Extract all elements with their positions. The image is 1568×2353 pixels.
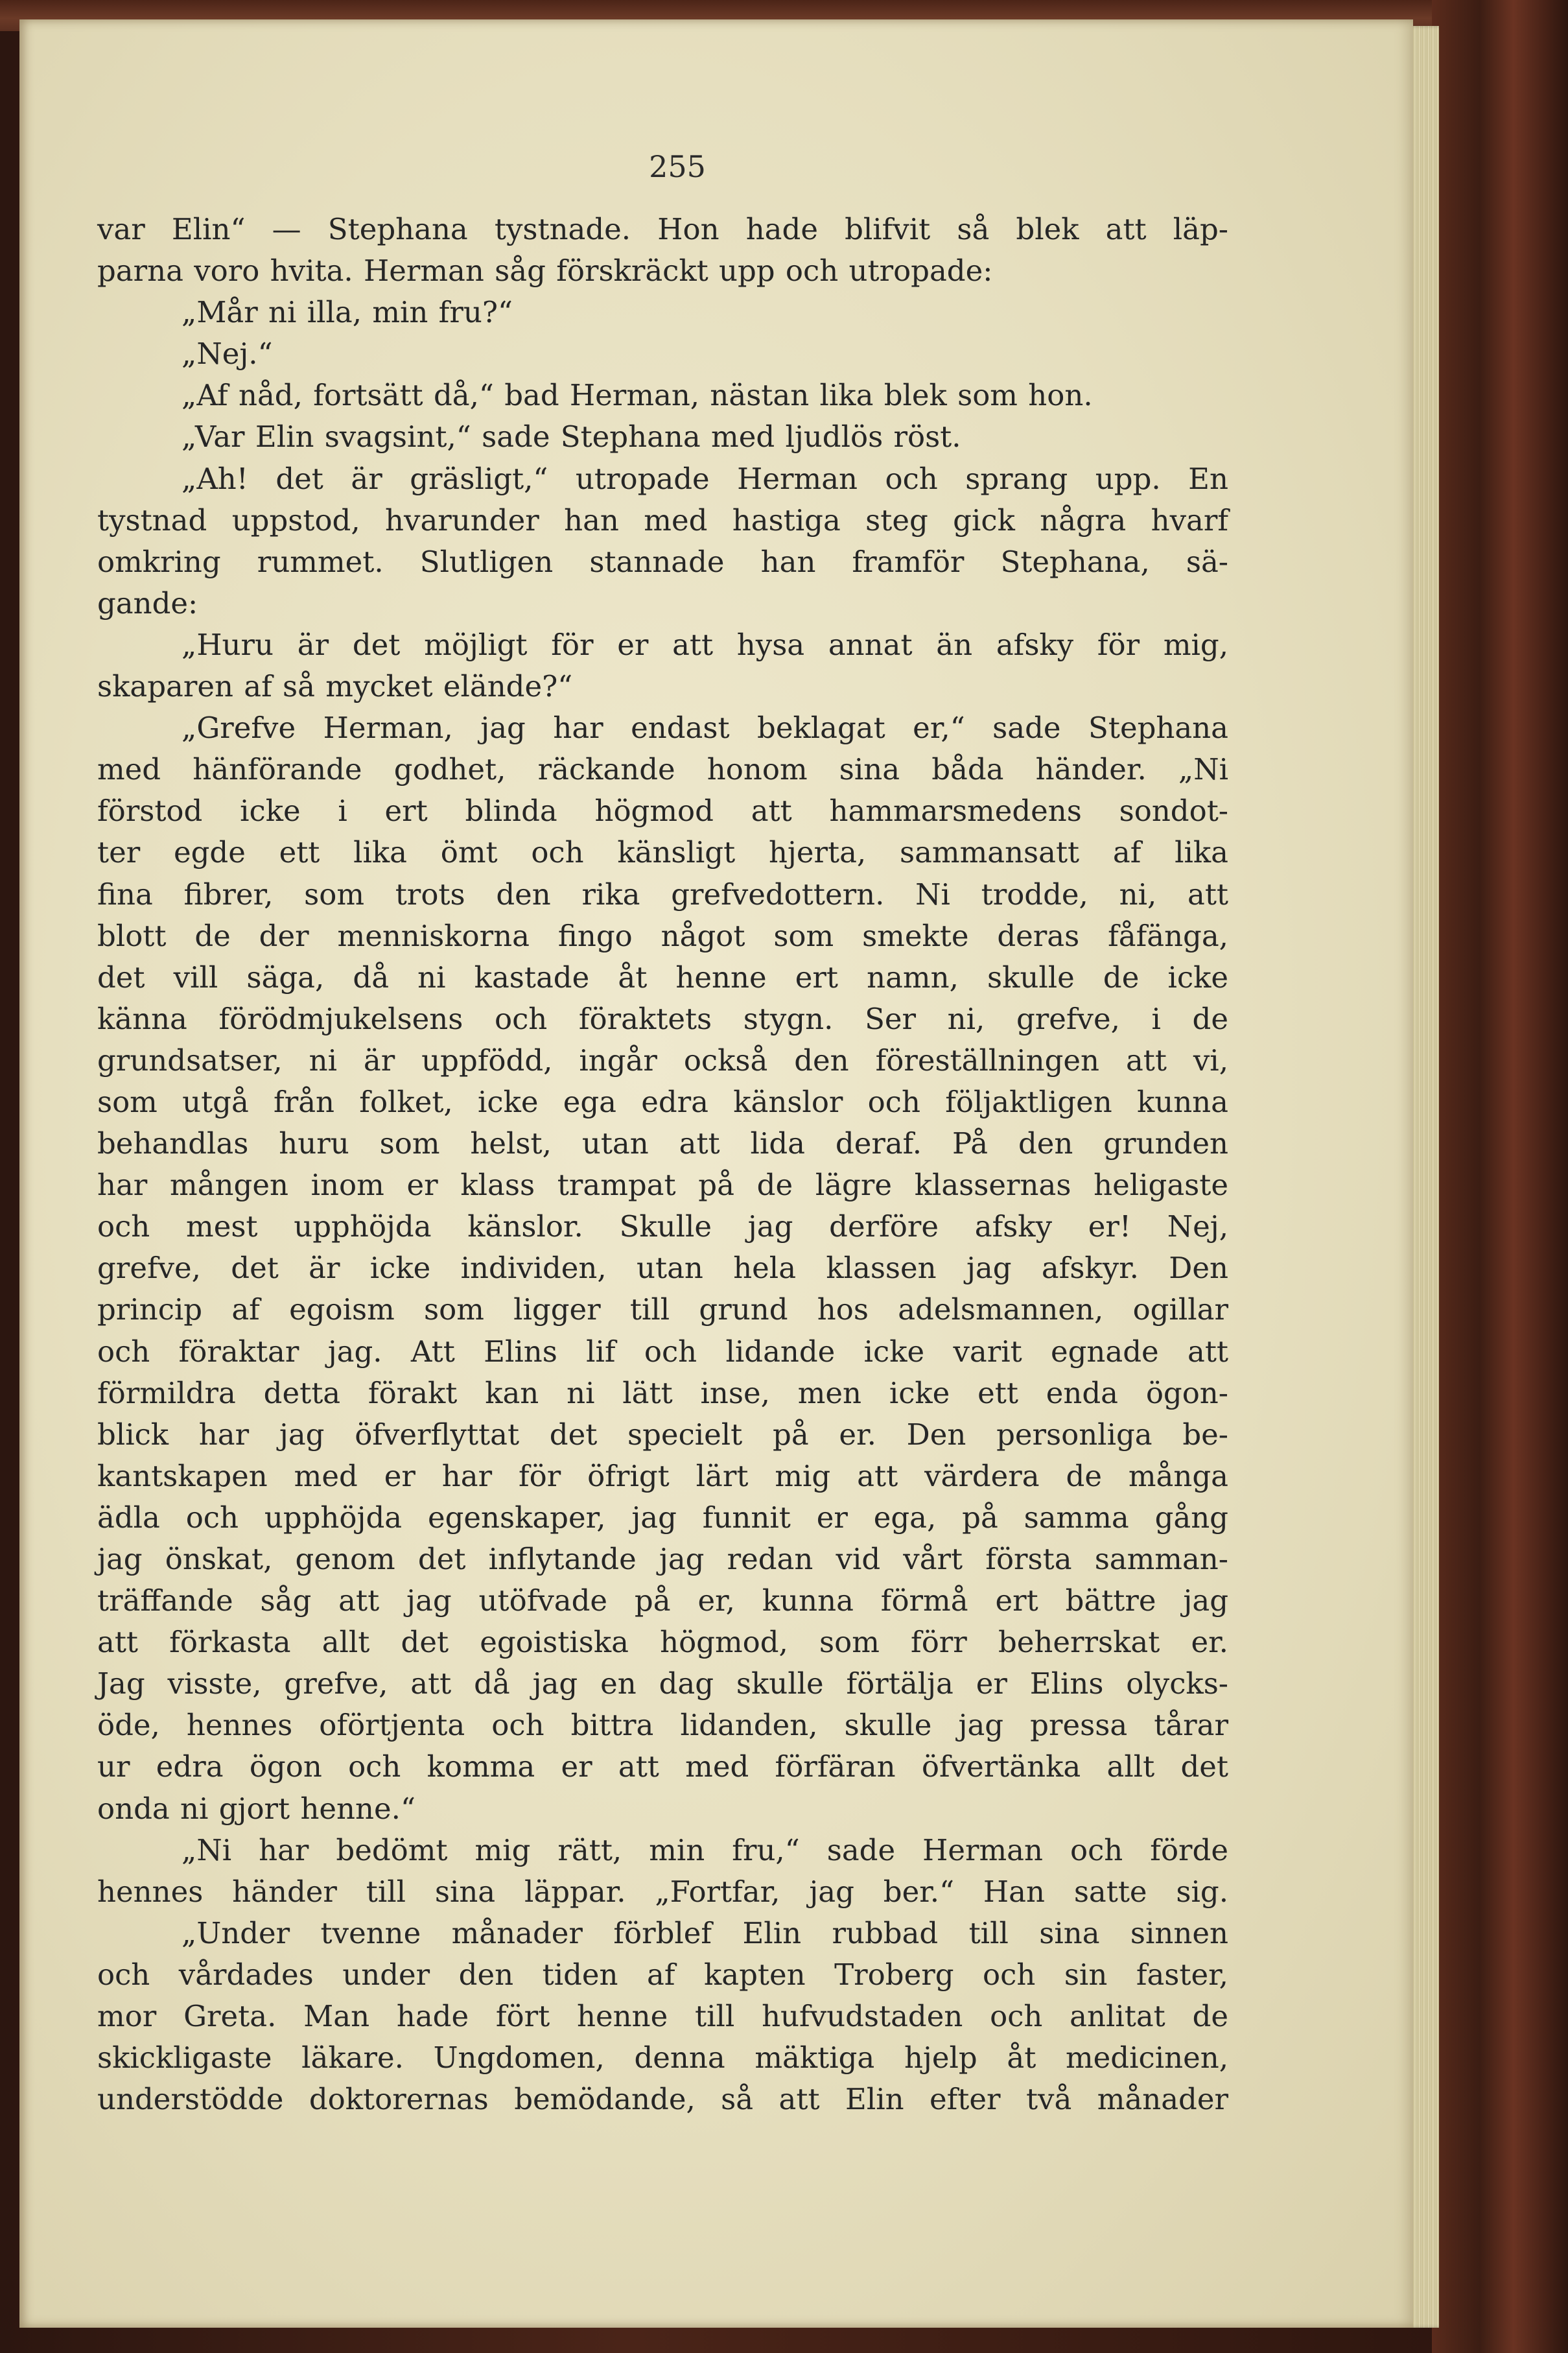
text-line: tystnad uppstod, hvarunder han med hastiga steg gick några hvarf — [97, 503, 1228, 538]
text-line: ädla och upphöjda egenskaper, jag funnit er ega, på samma gång — [97, 1500, 1228, 1535]
text-line: grundsatser, ni är uppfödd, ingår också den föreställningen att vi, — [97, 1043, 1228, 1078]
cover-right-edge — [1432, 0, 1568, 2353]
text-line: att förkasta allt det egoistiska högmod, som förr beherrskat er. — [97, 1625, 1228, 1660]
text-line: „Under tvenne månader förblef Elin rubbad till sina sinnen — [181, 1915, 1228, 1950]
body-text — [97, 209, 1228, 2120]
text-line: grefve, det är icke individen, utan hela klassen jag afskyr. Den — [97, 1251, 1228, 1286]
text-line: ur edra ögon och komma er att med förfäran öfvertänka allt det — [97, 1749, 1228, 1784]
text-line: gande: — [97, 585, 198, 621]
text-line: Jag visste, grefve, att då jag en dag skulle förtälja er Elins olycks- — [97, 1666, 1228, 1701]
text-line: förstod icke i ert blinda högmod att hammarsmedens sondot- — [97, 794, 1228, 829]
page-number: 255 — [649, 149, 706, 184]
text-line: „Huru är det möjligt för er att hysa annat än afsky för mig, — [181, 627, 1228, 662]
text-line: „Mår ni illa, min fru?“ — [181, 295, 513, 330]
text-line: som utgå från folket, icke ega edra känslor och följaktligen kunna — [97, 1084, 1228, 1119]
text-line: fina fibrer, som trots den rika grefvedottern. Ni trodde, ni, att — [97, 877, 1228, 912]
text-line: skickligaste läkare. Ungdomen, denna mäktiga hjelp åt medicinen, — [97, 2040, 1228, 2075]
text-line: „Grefve Herman, jag har endast beklagat er,“ sade Stephana — [181, 711, 1228, 746]
text-line: förmildra detta förakt kan ni lätt inse, men icke ett enda ögon- — [97, 1375, 1228, 1410]
text-line: blick har jag öfverflyttat det specielt på er. Den personliga be- — [97, 1417, 1228, 1452]
text-line: och vårdades under den tiden af kapten Troberg och sin faster, — [97, 1957, 1228, 1992]
text-line: mor Greta. Man hade fört henne till hufvudstaden och anlitat de — [97, 1999, 1228, 2034]
text-line: onda ni gjort henne.“ — [97, 1791, 415, 1826]
text-line: och föraktar jag. Att Elins lif och lidande icke varit egnade att — [97, 1334, 1228, 1369]
text-line: ter egde ett lika ömt och känsligt hjerta, sammansatt af lika — [97, 835, 1228, 870]
text-line: kantskapen med er har för öfrigt lärt mig att värdera de många — [97, 1458, 1228, 1493]
text-line: var Elin“ — Stephana tystnade. Hon hade blifvit så blek att läp- — [97, 212, 1228, 246]
text-line: blott de der menniskorna fingo något som smekte deras fåfänga, — [97, 918, 1228, 953]
text-line: hennes händer till sina läppar. „Fortfar, jag ber.“ Han satte sig. — [97, 1874, 1228, 1909]
text-line: skaparen af så mycket elände?“ — [97, 669, 573, 704]
text-line: med hänförande godhet, räckande honom sina båda händer. „Ni — [97, 752, 1228, 787]
text-line: träffande såg att jag utöfvade på er, kunna förmå ert bättre jag — [97, 1583, 1228, 1618]
text-line: parna voro hvita. Herman såg förskräckt upp och utropade: — [97, 254, 993, 289]
text-line: har mången inom er klass trampat på de lägre klassernas heligaste — [97, 1168, 1228, 1203]
text-line: „Ah! det är gräsligt,“ utropade Herman och sprang upp. En — [181, 461, 1228, 496]
text-line: „Nej.“ — [181, 337, 273, 372]
text-line: och mest upphöjda känslor. Skulle jag derföre afsky er! Nej, — [97, 1209, 1228, 1244]
text-line: understödde doktorernas bemödande, så att Elin efter två månader — [97, 2082, 1228, 2117]
text-line: det vill säga, då ni kastade åt henne ert namn, skulle de icke — [97, 960, 1228, 995]
text-line: „Var Elin svagsint,“ sade Stephana med ljudlös röst. — [181, 420, 961, 455]
text-line: omkring rummet. Slutligen stannade han framför Stephana, sä- — [97, 544, 1228, 579]
text-line: behandlas huru som helst, utan att lida deraf. På den grunden — [97, 1126, 1228, 1161]
text-line: „Af nåd, fortsätt då,“ bad Herman, nästan lika blek som hon. — [181, 378, 1093, 413]
text-line: princip af egoism som ligger till grund hos adelsmannen, ogillar — [97, 1292, 1228, 1327]
text-line: „Ni har bedömt mig rätt, min fru,“ sade Herman och förde — [181, 1832, 1228, 1867]
text-line: känna förödmjukelsens och föraktets stygn. Ser ni, grefve, i de — [97, 1001, 1228, 1036]
text-line: öde, hennes oförtjenta och bittra lidanden, skulle jag pressa tårar — [97, 1708, 1228, 1743]
text-line: jag önskat, genom det inflytande jag redan vid vårt första samman- — [97, 1542, 1228, 1576]
